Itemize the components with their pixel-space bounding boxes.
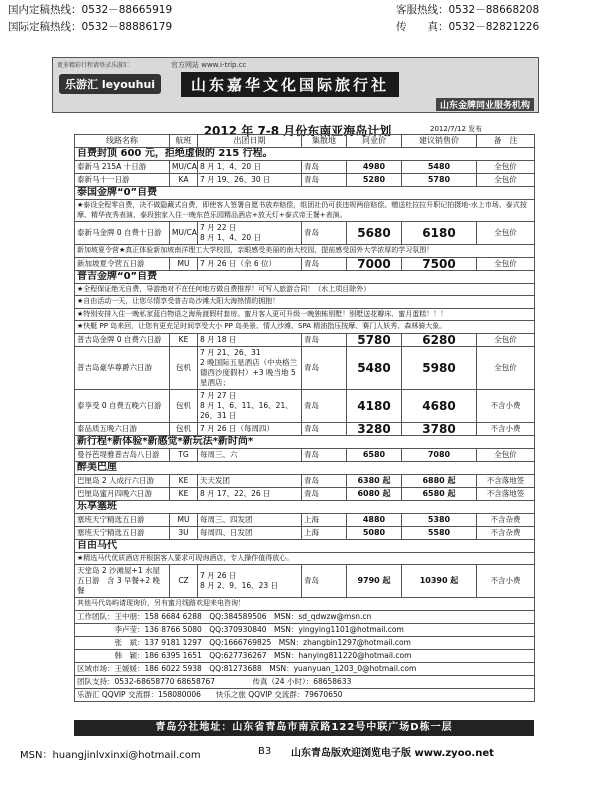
departure-city: 青岛 [302, 222, 347, 245]
retail-price: 5580 [402, 526, 477, 539]
table-row[interactable] [75, 487, 535, 500]
section-row [75, 539, 535, 552]
contact-info: 团队支持：0532-68658770 68658767 传真（24 小时）：68658633 [75, 675, 535, 688]
slogan: 更多精彩行程请登录乐游汇 [57, 62, 130, 69]
contact-info: 张 斌：137 9181 1297 QQ:1666769825 MSN：zhangbin1297@hotmail.com [75, 636, 535, 649]
tagline: 山东金牌同业服务机构 [436, 98, 534, 111]
trade-price: 3280 [347, 422, 402, 435]
retail-price: 6280 [402, 333, 477, 346]
departure-city: 青岛 [302, 161, 347, 174]
flight: KE [170, 333, 198, 346]
note: 不含杂费 [477, 526, 535, 539]
flight: KE [170, 474, 198, 487]
section-row [75, 598, 535, 611]
section-description: ★快艇 PP 岛来回，让您有更充足时间享受大小 PP 岛美景、情人沙滩、SPA 精油指压按摩、赛门人妖秀、森林骑大象。 [75, 321, 535, 334]
flight: KA [170, 174, 198, 187]
note: 全包价 [477, 346, 535, 389]
section-title: 自费封顶 600 元，拒绝虚假的 215 行程。 [75, 148, 535, 161]
section-title: 醉美巴厘 [75, 461, 535, 474]
section-row [75, 148, 535, 161]
retail-price: 6880 起 [402, 474, 477, 487]
footer-msn: MSN：huangjinlvxinxi@hotmail.com [20, 750, 201, 761]
brand-logo: 乐游汇 leyouhui [59, 74, 161, 94]
retail-price: 10390 起 [402, 565, 477, 598]
table-row[interactable] [75, 161, 535, 174]
note: 不含小费 [477, 422, 535, 435]
departure-date: 7 月 26 日 8 月 2、9、16、23 日 [198, 565, 302, 598]
table-row[interactable] [75, 333, 535, 346]
trade-price: 5780 [347, 333, 402, 346]
departure-date: 8 月 1、4、20 日 [198, 161, 302, 174]
contact-row [75, 662, 535, 675]
contact-row [75, 675, 535, 688]
section-row [75, 245, 535, 258]
flight: KE [170, 487, 198, 500]
company-name: 山东嘉华文化国际旅行社 [181, 72, 399, 97]
note: 全包价 [477, 333, 535, 346]
departure-date: 8 月 18 日 [198, 333, 302, 346]
description-row [75, 552, 535, 565]
section-title: 泰国金牌“0”自费 [75, 187, 535, 200]
description-row [75, 283, 535, 296]
note: 不含落地签 [477, 487, 535, 500]
section-row [75, 187, 535, 200]
retail-price: 7500 [402, 257, 477, 270]
departure-city: 上海 [302, 513, 347, 526]
flight: MU/CA [170, 161, 198, 174]
departure-date: 8 月 17、22、26 日 [198, 487, 302, 500]
flight: MU [170, 513, 198, 526]
table-row[interactable] [75, 174, 535, 187]
departure-date: 7 月 26 日（余 6 位） [198, 257, 302, 270]
description-row [75, 308, 535, 321]
col-note: 备 注 [477, 135, 535, 148]
section-row [75, 461, 535, 474]
table-row[interactable] [75, 257, 535, 270]
trade-price: 5080 [347, 526, 402, 539]
section-description: ★精选马代优质酒店并根据客人要求可现询酒店，专人操作值得放心。 [75, 552, 535, 565]
departure-city: 青岛 [302, 389, 347, 422]
trade-price: 6080 起 [347, 487, 402, 500]
table-row[interactable] [75, 422, 535, 435]
route-name: 塞班天宁精选五日游 [75, 526, 170, 539]
route-name: 曼谷芭堤雅普吉岛八日游 [75, 448, 170, 461]
retail-price: 5780 [402, 174, 477, 187]
section-row [75, 500, 535, 513]
description-row [75, 321, 535, 334]
trade-price: 5680 [347, 222, 402, 245]
section-description: ★全程保证绝无自费，导游绝对不在任何地方做自费推荐！可写入旅游合同！（水上项目除外） [75, 283, 535, 296]
contact-row [75, 649, 535, 662]
departure-city: 青岛 [302, 174, 347, 187]
col-retail-price: 建议销售价 [402, 135, 477, 148]
col-depart: 集散地 [302, 135, 347, 148]
contact-row [75, 688, 535, 701]
flight: CZ [170, 565, 198, 598]
retail-price: 6180 [402, 222, 477, 245]
trade-price: 5480 [347, 346, 402, 389]
note: 不含小费 [477, 565, 535, 598]
page-number: B3 [258, 746, 272, 757]
description-row [75, 296, 535, 309]
contact-info: 乐游汇 QQVIP 交流群：158080006 快乐之旅 QQVIP 交流群：79670650 [75, 688, 535, 701]
section-title: 新加坡夏令营★真正体验新加坡南洋理工大学校园，亲眼感受美丽的南大校园，提前感受国外大学浓厚的学习氛围！ [75, 245, 535, 258]
retail-price: 4680 [402, 389, 477, 422]
route-name: 普吉岛金牌 0 自费六日游 [75, 333, 170, 346]
header-row [75, 135, 535, 148]
departure-date: 7 月 26 日（每周四） [198, 422, 302, 435]
retail-price: 5380 [402, 513, 477, 526]
section-description: ★特别安排入住一晚私家蓝白物语之海角渡假村套房。蜜月客人更可升级一晚独栋别墅！别墅送花瓣床、蜜月蛋糕！！！ [75, 308, 535, 321]
retail-price: 3780 [402, 422, 477, 435]
departure-date: 每周三、四发团 [198, 513, 302, 526]
trade-price: 6580 [347, 448, 402, 461]
footer-welcome [291, 744, 494, 759]
table-row[interactable] [75, 474, 535, 487]
note: 全包价 [477, 174, 535, 187]
description-row [75, 200, 535, 222]
route-name: 天堂岛 2 沙滩屋+1 水屋五日游 含 3 早餐+2 晚餐 [75, 565, 170, 598]
route-name: 泰品质五晚六日游 [75, 422, 170, 435]
departure-date: 每周三、六 [198, 448, 302, 461]
publish-date: 2012/7/12 发布 [430, 125, 483, 133]
section-row [75, 270, 535, 283]
service-hotline: 客服热线：0532－88668208 [396, 4, 540, 16]
retail-price: 5980 [402, 346, 477, 389]
fax-line: 传 真：0532－82821226 [396, 21, 540, 33]
trade-price: 4180 [347, 389, 402, 422]
table-row[interactable] [75, 222, 535, 245]
itinerary-table [74, 134, 535, 702]
col-flight: 航班 [170, 135, 198, 148]
flight: MU [170, 257, 198, 270]
contact-row [75, 623, 535, 636]
section-description: ★泰设全程零自费，决不做隐藏式自费，即使客人签署自愿书放弃赔偿，组团社仍可获违规两倍赔偿。赠送杜拉拉升职记拍摄地-水上市场、泰式按摩、精华夜秀表演、泰段独家入住一晚东芭乐园精品酒店+放天灯+泰式帝王餐+表演。 [75, 200, 535, 222]
note: 全包价 [477, 222, 535, 245]
contact-row [75, 610, 535, 623]
note: 不含落地签 [477, 474, 535, 487]
table-row[interactable] [75, 526, 535, 539]
note: 不含杂费 [477, 513, 535, 526]
departure-city: 青岛 [302, 474, 347, 487]
flight: 包机 [170, 422, 198, 435]
departure-city: 青岛 [302, 565, 347, 598]
departure-city: 青岛 [302, 448, 347, 461]
contact-info: 工作团队：王中朋：158 6684 6288 QQ:384589506 MSN：sd_qdwzw@msn.cn [75, 610, 535, 623]
domestic-hotline: 国内定稿热线：0532－88665919 [8, 4, 173, 16]
table-row[interactable] [75, 389, 535, 422]
intl-hotline: 国际定稿热线：0532－88886179 [8, 21, 173, 33]
departure-date: 天天发团 [198, 474, 302, 487]
flight: 包机 [170, 346, 198, 389]
table-row[interactable] [75, 448, 535, 461]
route-name: 普吉岛豪华尊爵六日游 [75, 346, 170, 389]
col-trade-price: 同业价 [347, 135, 402, 148]
contact-info: 李卢莹：136 8766 5080 QQ:370930840 MSN：yingying1101@hotmail.com [75, 623, 535, 636]
trade-price: 5280 [347, 174, 402, 187]
departure-city: 青岛 [302, 422, 347, 435]
branch-address: 青岛分社地址：山东省青岛市南京路122号中联广场D栋一层 [74, 720, 534, 736]
section-row [75, 435, 535, 448]
route-name: 塞班天宁精选五日游 [75, 513, 170, 526]
section-title: 新行程*新体验*新感觉*新玩法*新时尚* [75, 435, 535, 448]
trade-price: 6380 起 [347, 474, 402, 487]
col-date: 出团日期 [198, 135, 302, 148]
trade-price: 4880 [347, 513, 402, 526]
departure-date: 7 月 21、26、31 2 晚国际五星酒店（中央格兰德西沙度假村）+3 晚当地 5 星酒店； [198, 346, 302, 389]
departure-date: 7 月 19、26、30 日 [198, 174, 302, 187]
table-row[interactable] [75, 513, 535, 526]
note: 全包价 [477, 448, 535, 461]
departure-date: 7 月 22 日 8 月 1、4、20 日 [198, 222, 302, 245]
route-name: 巴厘岛 2 人成行六日游 [75, 474, 170, 487]
flight: MU/CA [170, 222, 198, 245]
flight: 3U [170, 526, 198, 539]
departure-city: 青岛 [302, 487, 347, 500]
trade-price: 7000 [347, 257, 402, 270]
route-name: 泰新马金牌 0 自费十日游 [75, 222, 170, 245]
note: 全包价 [477, 161, 535, 174]
route-name: 巴厘岛蜜月四晚六日游 [75, 487, 170, 500]
section-title: 乐享塞班 [75, 500, 535, 513]
route-name: 新加坡夏令营五日游 [75, 257, 170, 270]
departure-city: 青岛 [302, 333, 347, 346]
col-route: 线路名称 [75, 135, 170, 148]
departure-city: 青岛 [302, 257, 347, 270]
trade-price: 4980 [347, 161, 402, 174]
flight: TG [170, 448, 198, 461]
note: 全包价 [477, 257, 535, 270]
departure-city: 上海 [302, 526, 347, 539]
departure-date: 7 月 27 日 8 月 1、6、11、16、21、26、31 日 [198, 389, 302, 422]
contact-info: 区域市场：王媛媛：186 6022 5938 QQ:81273688 MSN：yuanyuan_1203_0@hotmail.com [75, 662, 535, 675]
route-name: 泰享受 0 自费五晚六日游 [75, 389, 170, 422]
route-name: 泰新马十一日游 [75, 174, 170, 187]
section-description: ★自由活动一天，让您尽情享受普吉岛沙滩大阳大海热情的拥抱！ [75, 296, 535, 309]
departure-date: 每周四、日发团 [198, 526, 302, 539]
route-name: 泰新马 215A 十日游 [75, 161, 170, 174]
section-title: 自由马代 [75, 539, 535, 552]
retail-price: 6580 起 [402, 487, 477, 500]
website[interactable]: 官方网站 www.i-trip.cc [171, 61, 247, 69]
trade-price: 9790 起 [347, 565, 402, 598]
welcome-text: 欢迎浏览电子版 www.zyoo.net [341, 748, 494, 759]
note: 不含小费 [477, 389, 535, 422]
table-row[interactable] [75, 565, 535, 598]
section-title: 普吉金牌“0”自费 [75, 270, 535, 283]
page-title: 2012 年 7-8 月份东南亚海岛计划 [203, 124, 392, 138]
table-row[interactable] [75, 346, 535, 389]
retail-price: 7080 [402, 448, 477, 461]
flight: 包机 [170, 389, 198, 422]
departure-city: 青岛 [302, 346, 347, 389]
contact-info: 韩 颖：186 6395 1651 QQ:627736267 MSN：hanying811220@hotmail.com [75, 649, 535, 662]
contact-row [75, 636, 535, 649]
paper-edition: 山东青岛版 [291, 748, 341, 759]
section-title: 其他马代岛屿请现询价，另有蜜月线路欢迎来电咨询！ [75, 598, 535, 611]
header-banner [52, 57, 539, 113]
retail-price: 5480 [402, 161, 477, 174]
